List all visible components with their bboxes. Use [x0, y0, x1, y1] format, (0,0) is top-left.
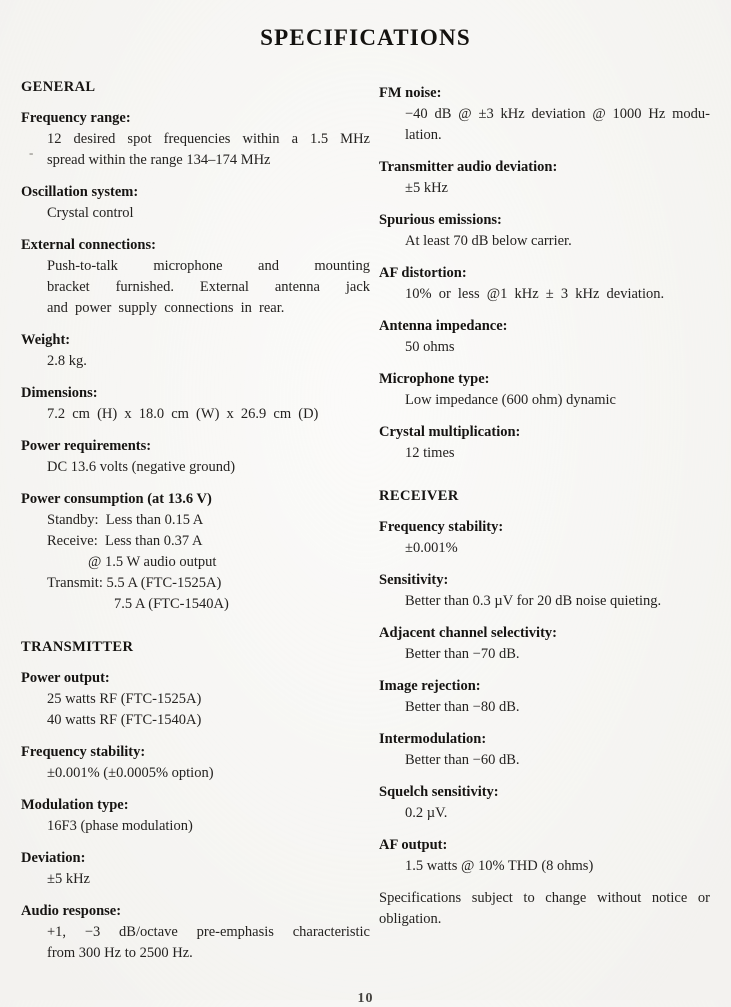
spec-values	[379, 750, 710, 771]
spec-line: 10% or less @1 kHz ± 3 kHz deviation.	[405, 286, 665, 302]
spec-block	[21, 668, 370, 731]
spec-label: Frequency stability:	[21, 744, 146, 760]
spec-line: 25 watts RF (FTC-1525A)	[47, 691, 202, 707]
spec-block	[379, 676, 710, 718]
spec-block	[379, 729, 710, 771]
note-paragraph	[379, 888, 710, 930]
spec-block	[21, 108, 370, 171]
spec-label: Power consumption (at 13.6 V)	[21, 491, 212, 507]
spec-block	[21, 848, 370, 890]
spec-line: 40 watts RF (FTC-1540A)	[47, 712, 202, 728]
spec-values	[21, 404, 370, 425]
spec-values	[21, 922, 370, 964]
spec-block	[21, 182, 370, 224]
spec-line: spread within the range 134–174 MHz	[47, 152, 271, 168]
spec-block	[379, 835, 710, 877]
spec-block	[379, 570, 710, 612]
spec-line: 0.2 µV.	[405, 805, 448, 821]
spec-values	[21, 689, 370, 731]
spec-values	[379, 538, 710, 559]
spec-block	[21, 330, 370, 372]
spec-label: Modulation type:	[21, 797, 129, 813]
spec-label: Image rejection:	[379, 678, 481, 694]
spec-label: Weight:	[21, 332, 71, 348]
spec-line: 1.5 watts @ 10% THD (8 ohms)	[405, 858, 594, 874]
spec-line: and power supply connections in rear.	[47, 300, 285, 316]
spec-block	[379, 422, 710, 464]
left-column	[21, 77, 370, 975]
spec-block	[379, 157, 710, 199]
spec-line: −40 dB @ ±3 kHz deviation @ 1000 Hz modu-	[405, 106, 710, 122]
spec-block	[21, 235, 370, 319]
spec-block	[21, 383, 370, 425]
spec-line: ±0.001%	[405, 540, 458, 556]
spec-line: 12 times	[405, 445, 455, 461]
spec-line: Better than −60 dB.	[405, 752, 520, 768]
spec-values	[379, 231, 710, 252]
spec-line: Receive: Less than 0.37 A	[47, 533, 203, 549]
spec-block	[21, 436, 370, 478]
section-heading: RECEIVER	[379, 488, 459, 504]
spec-values	[379, 888, 710, 930]
spec-values	[21, 816, 370, 837]
spec-line: lation.	[405, 127, 442, 143]
spec-line: ±0.001% (±0.0005% option)	[47, 765, 214, 781]
spec-label: Squelch sensitivity:	[379, 784, 499, 800]
spec-line: ±5 kHz	[405, 180, 448, 196]
spec-label: Frequency range:	[21, 110, 131, 126]
spec-values	[379, 644, 710, 665]
spec-line: Better than 0.3 µV for 20 dB noise quieting.	[405, 593, 662, 609]
spec-line: +1, −3 dB/octave pre-emphasis characteristic	[47, 924, 370, 940]
section-heading: TRANSMITTER	[21, 639, 134, 655]
spec-values	[379, 284, 710, 305]
page-number: 10	[357, 991, 374, 1006]
spec-line: Standby: Less than 0.15 A	[47, 512, 204, 528]
spec-line: obligation.	[379, 911, 442, 927]
spec-line: 2.8 kg.	[47, 353, 87, 369]
spec-values	[379, 337, 710, 358]
spec-label: Adjacent channel selectivity:	[379, 625, 557, 641]
spec-label: External connections:	[21, 237, 156, 253]
section-heading: GENERAL	[21, 79, 96, 95]
spec-block	[379, 210, 710, 252]
spec-values	[21, 510, 370, 615]
spec-values	[379, 591, 710, 612]
spec-line: @ 1.5 W audio output	[88, 554, 217, 570]
spec-values	[379, 178, 710, 199]
spec-line: 12 desired spot frequencies within a 1.5 MHz	[47, 131, 370, 147]
spec-block	[21, 795, 370, 837]
spec-block	[379, 623, 710, 665]
spec-label: FM noise:	[379, 85, 442, 101]
right-column	[370, 77, 710, 975]
spec-label: Crystal multiplication:	[379, 424, 521, 440]
spec-line: 7.5 A (FTC-1540A)	[114, 596, 229, 612]
spec-values	[379, 104, 710, 146]
spec-label: AF distortion:	[379, 265, 467, 281]
spec-values	[21, 457, 370, 478]
spec-label: Dimensions:	[21, 385, 98, 401]
spec-block	[379, 782, 710, 824]
spec-values	[379, 856, 710, 877]
stray-pencil-mark: -	[29, 145, 34, 160]
spec-label: Antenna impedance:	[379, 318, 508, 334]
spec-values	[21, 351, 370, 372]
spec-values	[379, 803, 710, 824]
spec-line: 16F3 (phase modulation)	[47, 818, 193, 834]
spec-values	[21, 129, 370, 171]
spec-values	[21, 869, 370, 890]
spec-label: Intermodulation:	[379, 731, 487, 747]
spec-line: 50 ohms	[405, 339, 455, 355]
spec-values	[21, 256, 370, 319]
spec-line: At least 70 dB below carrier.	[405, 233, 572, 249]
spec-block	[379, 369, 710, 411]
spec-block	[21, 742, 370, 784]
spec-line: Push-to-talk microphone and mounting	[47, 258, 370, 274]
spec-block	[379, 83, 710, 146]
spec-values	[21, 203, 370, 224]
spec-block	[21, 489, 370, 615]
spec-line: Specifications subject to change without notice or	[379, 890, 710, 906]
spec-line: Low impedance (600 ohm) dynamic	[405, 392, 616, 408]
spec-label: Sensitivity:	[379, 572, 449, 588]
spec-label: Microphone type:	[379, 371, 490, 387]
spec-label: Frequency stability:	[379, 519, 504, 535]
spec-block	[379, 263, 710, 305]
spec-values	[379, 697, 710, 718]
spec-line: bracket furnished. External antenna jack	[47, 279, 370, 295]
spec-values	[379, 390, 710, 411]
spec-label: AF output:	[379, 837, 448, 853]
spec-line: Better than −70 dB.	[405, 646, 520, 662]
spec-line: Crystal control	[47, 205, 134, 221]
spec-line: from 300 Hz to 2500 Hz.	[47, 945, 193, 961]
spec-label: Audio response:	[21, 903, 122, 919]
spec-line: 7.2 cm (H) x 18.0 cm (W) x 26.9 cm (D)	[47, 406, 319, 422]
spec-columns	[0, 77, 731, 975]
spec-label: Spurious emissions:	[379, 212, 502, 228]
spec-line: DC 13.6 volts (negative ground)	[47, 459, 236, 475]
spec-block	[379, 316, 710, 358]
spec-values	[379, 443, 710, 464]
spec-label: Oscillation system:	[21, 184, 139, 200]
spec-values	[21, 763, 370, 784]
spec-label: Deviation:	[21, 850, 86, 866]
spec-label: Transmitter audio deviation:	[379, 159, 558, 175]
spec-line: Transmit: 5.5 A (FTC-1525A)	[47, 575, 222, 591]
page-title: SPECIFICATIONS	[260, 25, 471, 50]
spec-block	[379, 517, 710, 559]
spec-block	[21, 901, 370, 964]
spec-label: Power requirements:	[21, 438, 152, 454]
spec-line: ±5 kHz	[47, 871, 90, 887]
spec-line: Better than −80 dB.	[405, 699, 520, 715]
spec-label: Power output:	[21, 670, 110, 686]
